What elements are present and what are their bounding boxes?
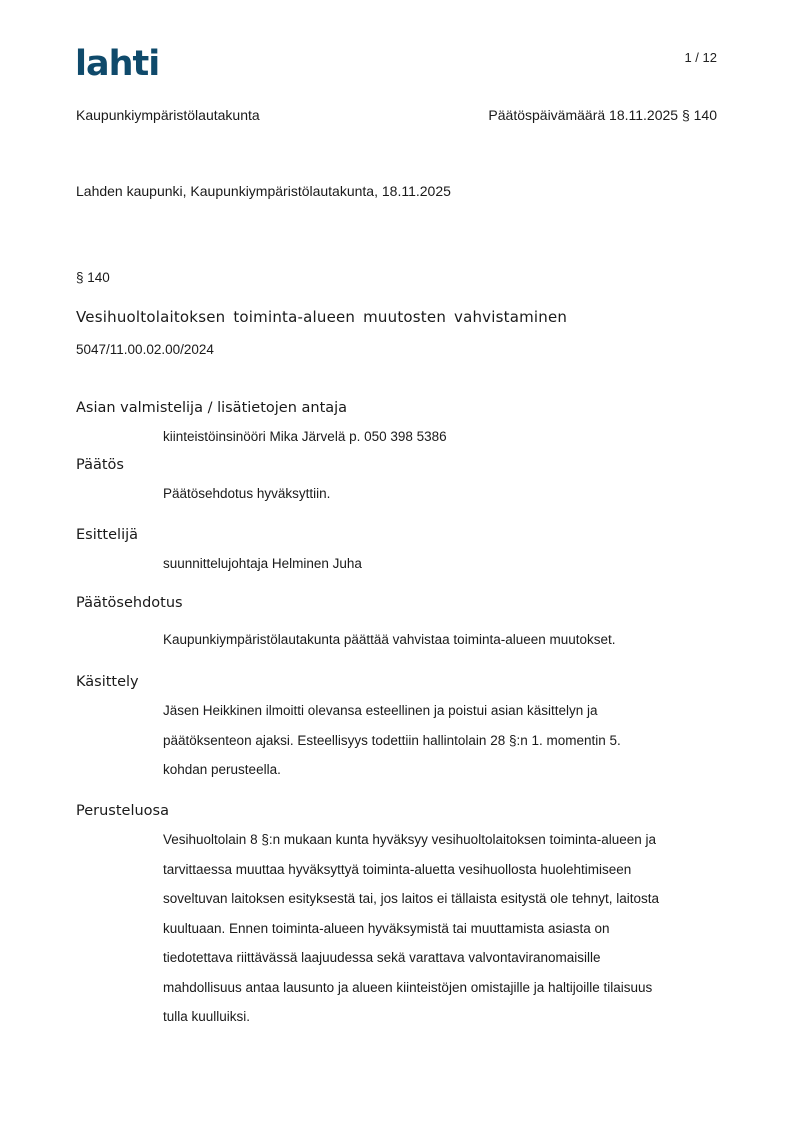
section-heading-presenter: Esittelijä: [76, 527, 139, 543]
section-heading-rationale: Perusteluosa: [76, 803, 169, 819]
text-line: tiedotettava riittävässä laajuudessa sekä varattava valvontaviranomaisille: [163, 950, 601, 965]
section-heading-proposal: Päätösehdotus: [76, 595, 183, 611]
text-line: kohdan perusteella.: [163, 762, 281, 777]
meeting-line: Lahden kaupunki, Kaupunkiympäristölautakunta, 18.11.2025: [76, 183, 451, 199]
section-body-preparer: [163, 422, 723, 452]
section-body-rationale: [163, 825, 723, 1032]
lahti-logo: lahti: [75, 44, 160, 84]
decision-date-reference: Päätöspäivämäärä 18.11.2025 § 140: [488, 107, 717, 123]
section-body-proposal: [163, 625, 723, 655]
section-heading-preparer: Asian valmistelija / lisätietojen antaja: [76, 400, 348, 416]
text-line: suunnittelujohtaja Helminen Juha: [163, 556, 362, 571]
paragraph-number: § 140: [76, 270, 110, 285]
text-line: Vesihuoltolain 8 §:n mukaan kunta hyväksyy vesihuoltolaitoksen toiminta-alueen ja: [163, 832, 657, 847]
section-body-handling: [163, 696, 723, 785]
page-indicator: 1 / 12: [684, 50, 717, 65]
section-body-presenter: [163, 549, 723, 579]
diary-number: 5047/11.00.02.00/2024: [76, 342, 214, 357]
text-line: päätöksenteon ajaksi. Esteellisyys todettiin hallintolain 28 §:n 1. momentin 5.: [163, 732, 621, 748]
item-title: Vesihuoltolaitoksen toiminta-alueen muutosten vahvistaminen: [76, 308, 568, 326]
text-line: Päätösehdotus hyväksyttiin.: [163, 486, 331, 501]
text-line: Kaupunkiympäristölautakunta päättää vahvistaa toiminta-alueen muutokset.: [163, 632, 616, 647]
section-heading-decision: Päätös: [76, 457, 124, 473]
text-line: kiinteistöinsinööri Mika Järvelä p. 050 398 5386: [163, 429, 447, 444]
section-heading-handling: Käsittely: [76, 674, 139, 690]
text-line: soveltuvan laitoksen esityksestä tai, jos laitos ei tällaista esitystä ole tehnyt, laitosta: [163, 891, 659, 906]
text-line: mahdollisuus antaa lausunto ja alueen kiinteistöjen omistajille ja haltijoille tilaisuus: [163, 979, 653, 995]
text-line: tarvittaessa muuttaa hyväksyttyä toiminta-aluetta vesihuollosta huolehtimiseen: [163, 861, 632, 877]
section-body-decision: [163, 479, 723, 509]
organ-name: Kaupunkiympäristölautakunta: [76, 107, 260, 123]
text-line: tulla kuulluiksi.: [163, 1009, 251, 1024]
text-line: Jäsen Heikkinen ilmoitti olevansa esteellinen ja poistui asian käsittelyn ja: [163, 703, 598, 718]
text-line: kuultuaan. Ennen toiminta-alueen hyväksymistä tai muuttamista asiasta on: [163, 920, 610, 936]
